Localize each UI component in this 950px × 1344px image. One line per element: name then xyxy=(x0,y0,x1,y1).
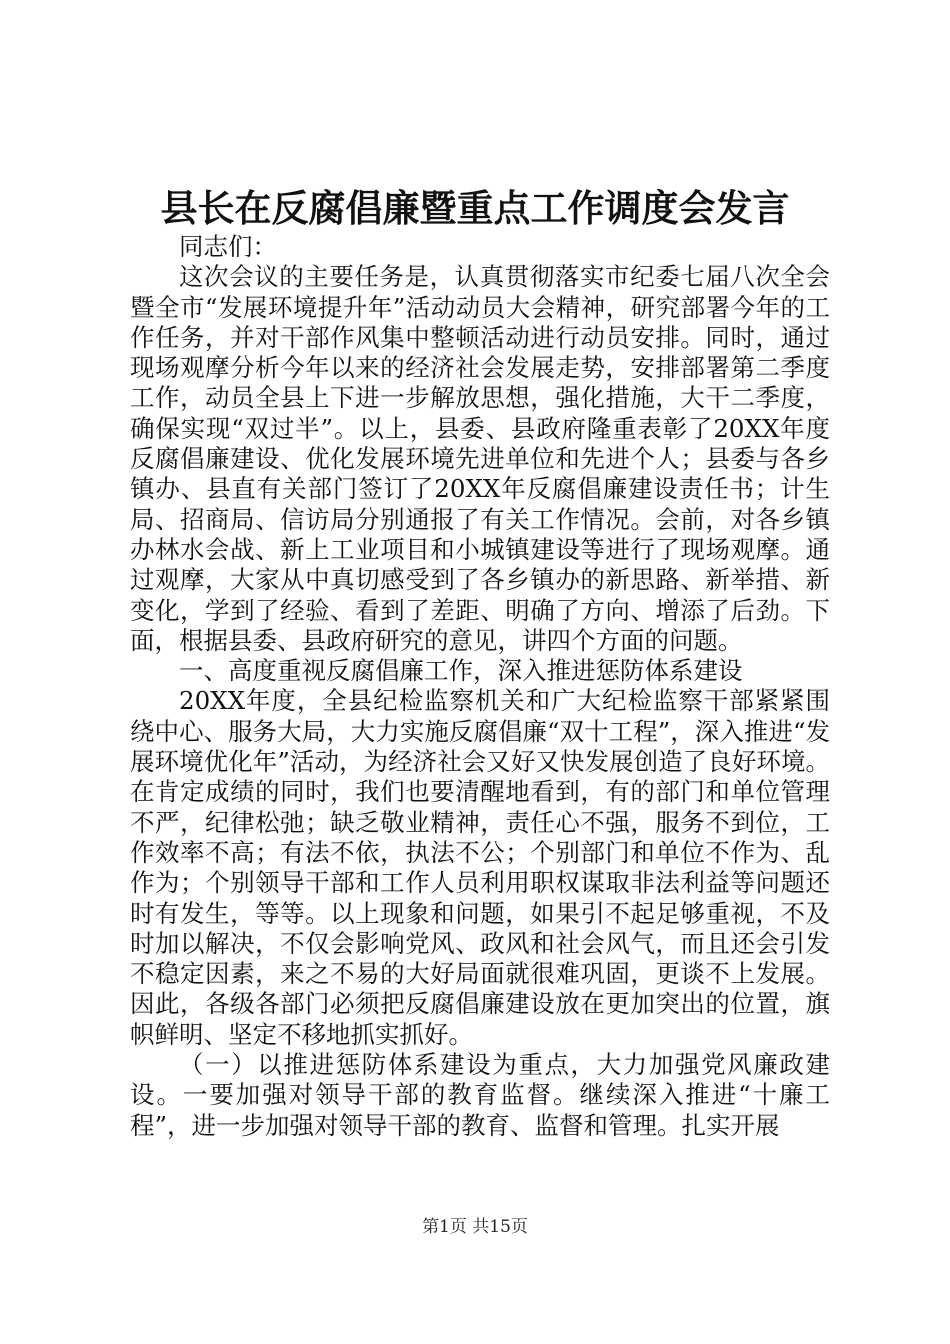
document-title: 县长在反腐倡廉暨重点工作调度会发言 xyxy=(160,186,790,230)
document-body xyxy=(130,232,830,1141)
paragraph: （一）以推进惩防体系建设为重点，大力加强党风廉政建设。一要加强对领导干部的教育监督。继续深入推进“十廉工程”，进一步加强对领导干部的教育、监督和管理。扎实开展 xyxy=(130,1050,830,1140)
section-heading: 一、高度重视反腐倡廉工作，深入推进惩防体系建设 xyxy=(179,656,743,686)
paragraph: 20XX年度，全县纪检监察机关和广大纪检监察干部紧紧围绕中心、服务大局，大力实施反腐倡廉“双十工程”，深入推进“发展环境优化年”活动，为经济社会又好又快发展创造了良好环境。在肯定成绩的同时，我们也要清醒地看到，有的部门和单位管理不严，纪律松弛；缺乏敬业精神，责任心不强，服务不到位，工作效率不高；有法不依，执法不公；个别部门和单位不作为、乱作为；个别领导干部和工作人员利用职权谋取非法利益等问题还时有发生，等等。以上现象和问题，如果引不起足够重视，不及时加以解决，不仅会影响党风、政风和社会风气，而且还会引发不稳定因素，来之不易的大好局面就很难巩固，更谈不上发展。因此，各级各部门必须把反腐倡廉建设放在更加突出的位置，旗帜鲜明、坚定不移地抓实抓好。 xyxy=(130,686,830,1049)
salutation: 同志们： xyxy=(179,232,277,261)
paragraph: 这次会议的主要任务是，认真贯彻落实市纪委七届八次全会暨全市“发展环境提升年”活动动员大会精神，研究部署今年的工作任务，并对干部作风集中整顿活动进行动员安排。同时，通过现场观摩分析今年以来的经济社会发展走势，安排部署第二季度工作，动员全县上下进一步解放思想，强化措施，大干二季度，确保实现“双过半”。以上，县委、县政府隆重表彰了20XX年度反腐倡廉建设、优化发展环境先进单位和先进个人；县委与各乡镇办、县直有关部门签订了20XX年反腐倡廉建设责任书；计生局、招商局、信访局分别通报了有关工作情况。会前，对各乡镇办林水会战、新上工业项目和小城镇建设等进行了现场观摩。通过观摩，大家从中真切感受到了各乡镇办的新思路、新举措、新变化，学到了经验、看到了差距、明确了方向、增添了后劲。下面，根据县委、县政府研究的意见，讲四个方面的问题。 xyxy=(130,262,830,655)
page-number: 第1页 共15页 xyxy=(422,1217,528,1237)
